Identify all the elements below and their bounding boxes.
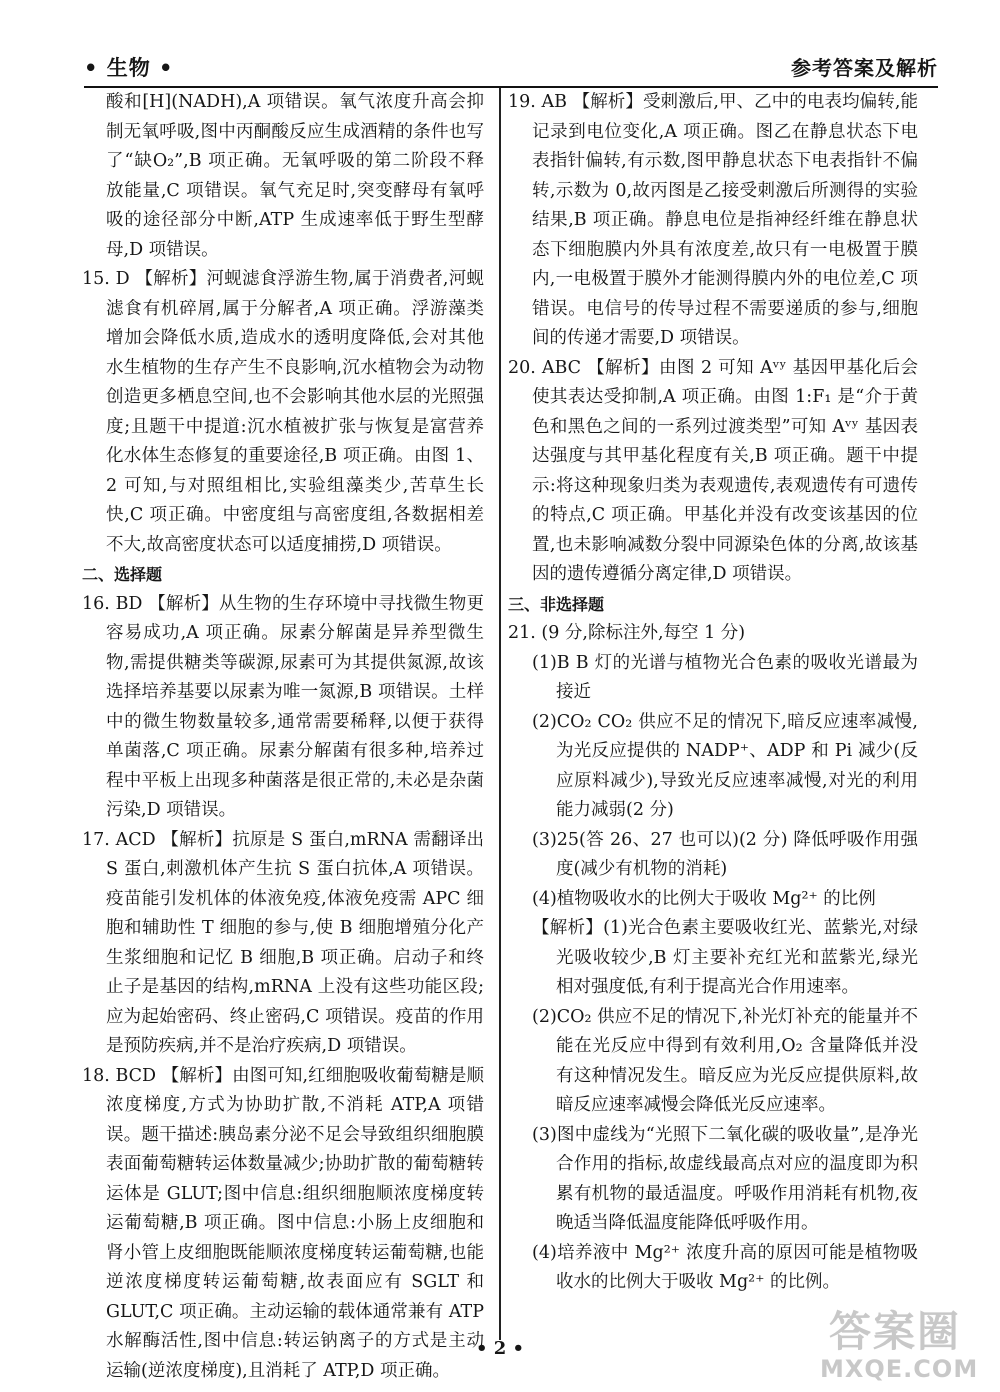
q19-answer: 19. AB 【解析】受刺激后,甲、乙中的电表均偏转,能记录到电位变化,A 项正确。图乙在静息状态下电表指针偏转,有示数,图甲静息状态下电表指针不偏转,示数为 0,故丙图是乙接受刺激后所测得的实验结果,B 项正确。静息电位是指神经纤维在静息状态下细胞膜内外具有浓度差,故只有一电极置于膜内,一电极置于膜外才能测得膜内外的电位差,C 项错误。电信号的传导过程不需要递质的参与,细胞间的传递才需要,D 项错误。 xyxy=(508,92,918,348)
q14-continuation: 酸和[H](NADH),A 项错误。氧气浓度升高会抑制无氧呼吸,图中丙酮酸反应生成酒精的条件也写了“缺O₂”,B 项正确。无氧呼吸的第二阶段不释放能量,C 项错误。氧气充足时,突变酵母有氧呼吸的途径部分中断,ATP 生成速率低于野生型酵母,D 项错误。 xyxy=(106,92,484,260)
q18-answer: 18. BCD 【解析】由图可知,红细胞吸收葡萄糖是顺浓度梯度,方式为协助扩散,不消耗 ATP,A 项错误。题干描述:胰岛素分泌不足会导致组织细胞膜表面葡萄糖转运体数量减少;协助扩散的葡萄糖转运体是 GLUT;图中信息:组织细胞顺浓度梯度转运葡萄糖,B 项正确。图中信息:小肠上皮细胞和肾小管上皮细胞既能顺浓度梯度转运葡萄糖,也能逆浓度梯度转运葡萄糖,故表面应有 SGLT 和 GLUT,C 项正确。主动运输的载体通常兼有 ATP 水解酶活性,图中信息:转运钠离子的方式是主动运输(逆浓度梯度),且消耗了 ATP,D 项正确。 xyxy=(82,1065,484,1381)
q20-answer: 20. ABC 【解析】由图 2 可知 Aᵛʸ 基因甲基化后会使其表达受抑制,A 项正确。由图 1:F₁ 是“介于黄色和黑色之间的一系列过渡类型”可知 Aᵛʸ 基因表达强度与其甲基化程度有关,B 项正确。题干中提示:将这种现象归类为表观遗传,表观遗传有可遗传的特点,C 项正确。甲基化并没有改变该基因的位置,也未影响减数分裂中同源染色体的分离,故该基因的遗传遵循分离定律,D 项错误。 xyxy=(508,357,918,584)
q17-answer: 17. ACD 【解析】抗原是 S 蛋白,mRNA 需翻译出 S 蛋白,刺激机体产生抗 S 蛋白抗体,A 项错误。疫苗能引发机体的体液免疫,体液免疫需 APC 细胞和辅助性 T 细胞的参与,使 B 细胞增殖分化产生浆细胞和记忆 B 细胞,B 项正确。启动子和终止子是基因的结构,mRNA 上没有这些功能区段;应为起始密码、终止密码,C 项错误。疫苗的作用是预防疾病,并不是治疗疾病,D 项错误。 xyxy=(82,829,484,1056)
section-heading-choice: 二、选择题 xyxy=(82,565,163,584)
q21-answer-1: (1)B B 灯的光谱与植物光合色素的吸收光谱最为接近 xyxy=(532,652,918,702)
column-divider xyxy=(499,88,501,1340)
q16-answer: 16. BD 【解析】从生物的生存环境中寻找微生物更容易成功,A 项正确。尿素分解菌是异养型微生物,需提供糖类等碳源,尿素可为其提供氮源,故该选择培养基要以尿素为唯一氮源,B 项错误。土样中的微生物数量较多,通常需要稀释,以便于获得单菌落,C 项正确。尿素分解菌有很多种,培养过程中平板上出现多种菌落是很正常的,未必是杂菌污染,D 项错误。 xyxy=(82,593,484,820)
watermark-line-2: MXQE.COM xyxy=(820,1355,979,1383)
left-column xyxy=(82,88,484,1386)
q21-answer-2: (2)CO₂ CO₂ 供应不足的情况下,暗反应速率减慢,为光反应提供的 NADP⁺、ADP 和 Pi 减少(反应原料减少),导致光反应速率减慢,对光的利用能力减弱(2 分) xyxy=(532,711,918,820)
page-number: • 2 • xyxy=(475,1338,525,1359)
section-heading-nonchoice: 三、非选择题 xyxy=(508,594,605,614)
subject-label: • 生物 • xyxy=(84,56,174,80)
q21-answer-4: (4)植物吸收水的比例大于吸收 Mg²⁺ 的比例 xyxy=(532,888,876,909)
q21-explanation-3: (3)图中虚线为“光照下二氧化碳的吸收量”,是净光合作用的指标,故虚线最高点对应的温度即为积累有机物的最适温度。呼吸作用消耗有机物,夜晚适当降低温度能降低呼吸作用。 xyxy=(532,1124,918,1233)
header-title: 参考答案及解析 xyxy=(791,56,938,80)
right-column xyxy=(508,88,918,1298)
site-watermark-logo xyxy=(820,1307,979,1388)
watermark-line-1: 答案圈 xyxy=(828,1307,961,1356)
q21-explanation-4: (4)培养液中 Mg²⁺ 浓度升高的原因可能是植物吸收水的比例大于吸收 Mg²⁺ 的比例。 xyxy=(532,1242,918,1292)
q21-heading: 21. (9 分,除标注外,每空 1 分) xyxy=(508,623,746,643)
q21-explanation-1: 【解析】(1)光合色素主要吸收红光、蓝紫光,对绿光吸收较少,B 灯主要补充红光和蓝紫光,绿光相对强度低,有利于提高光合作用速率。 xyxy=(532,918,918,997)
page-header xyxy=(84,52,938,86)
q21-explanation-2: (2)CO₂ 供应不足的情况下,补光灯补充的能量并不能在光反应中得到有效利用,O₂ 含量降低并没有这种情况发生。暗反应为光反应提供原料,故暗反应速率减慢会降低光反应速率。 xyxy=(532,1006,918,1115)
q15-answer: 15. D 【解析】河蚬滤食浮游生物,属于消费者,河蚬滤食有机碎屑,属于分解者,A 项正确。浮游藻类增加会降低水质,造成水的透明度降低,会对其他水生植物的生存产生不良影响,沉水植物会为动物创造更多栖息空间,也不会影响其他水层的光照强度;且题干中提道:沉水植被扩张与恢复是富营养化水体生态修复的重要途径,B 项正确。由图 1、2 可知,与对照组相比,实验组藻类少,苦草生长快,C 项正确。中密度组与高密度组,各数据相差不大,故高密度状态可以适度捕捞,D 项错误。 xyxy=(82,269,484,555)
q21-answer-3: (3)25(答 26、27 也可以)(2 分) 降低呼吸作用强度(减少有机物的消耗) xyxy=(532,829,918,879)
